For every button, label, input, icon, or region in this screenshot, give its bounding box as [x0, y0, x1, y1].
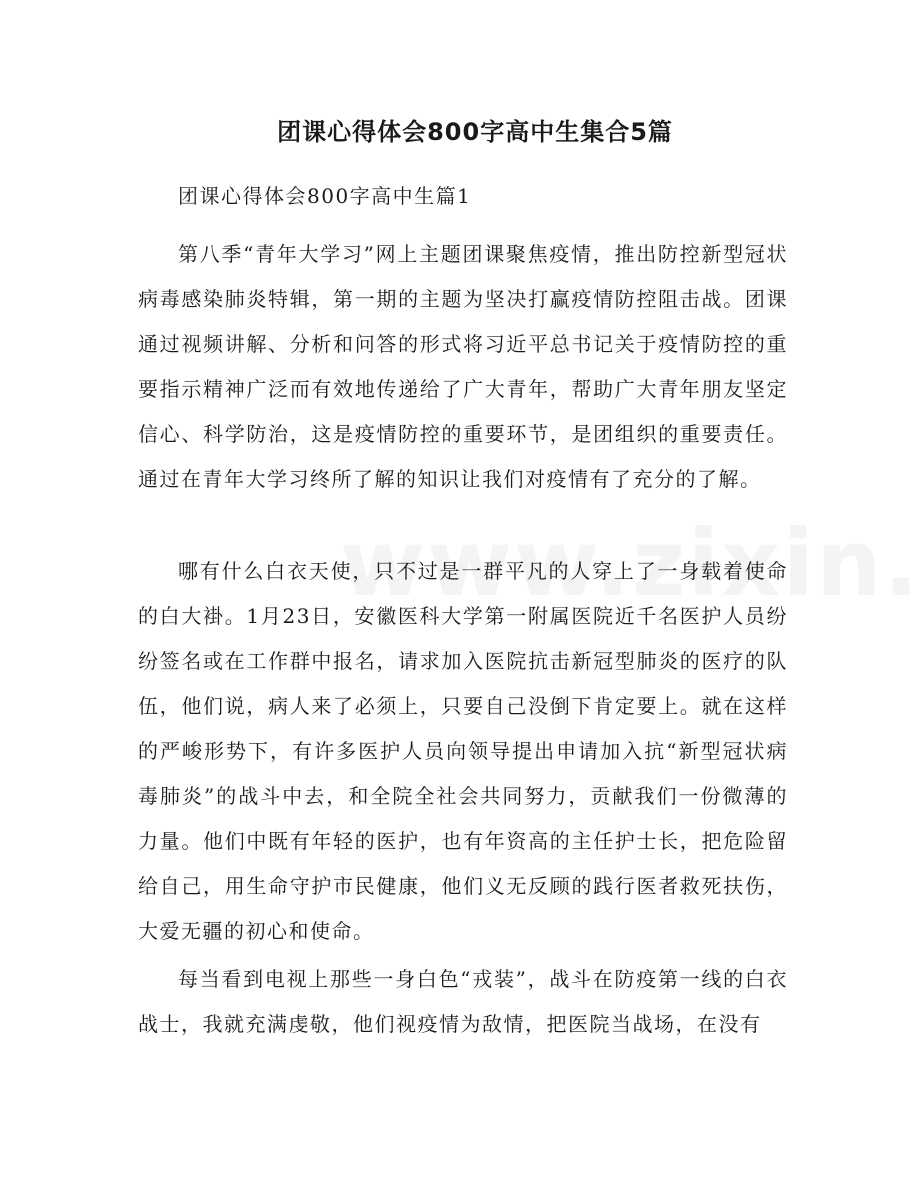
paragraph-3: 每当看到电视上那些一身白色“戎装”，战斗在防疫第一线的白衣战士，我就充满虔敬，他们视疫情为敌情，把医院当战场，在没有 — [138, 967, 788, 1036]
section-subtitle: 团课心得体会800字高中生篇1 — [178, 184, 472, 208]
paragraph-2: 哪有什么白衣天使，只不过是一群平凡的人穿上了一身载着使命的白大褂。1月23日，安徽医科大学第一附属医院近千名医护人员纷纷签名或在工作群中报名，请求加入医院抗击新冠型肺炎的医疗的队伍，他们说，病人来了必须上，只要自己没倒下肯定要上。就在这样的严峻形势下，有许多医护人员向领导提出申请加入抗“新型冠状病毒肺炎”的战斗中去，和全院全社会共同努力，贡献我们一份微薄的力量。他们中既有年轻的医护，也有年资高的主任护士长，把危险留给自己，用生命守护市民健康，他们义无反顾的践行医者救死扶伤，大爱无疆的初心和使命。 — [138, 559, 788, 943]
paragraph-1: 第八季“青年大学习”网上主题团课聚焦疫情，推出防控新型冠状病毒感染肺炎特辑，第一期的主题为坚决打赢疫情防控阻击战。团课通过视频讲解、分析和问答的形式将习近平总书记关于疫情防控的重要指示精神广泛而有效地传递给了广大青年，帮助广大青年朋友坚定信心、科学防治，这是疫情防控的重要环节，是团组织的重要责任。通过在青年大学习终所了解的知识让我们对疫情有了充分的了解。 — [138, 242, 788, 491]
document-title: 团课心得体会800字高中生集合5篇 — [277, 118, 673, 146]
